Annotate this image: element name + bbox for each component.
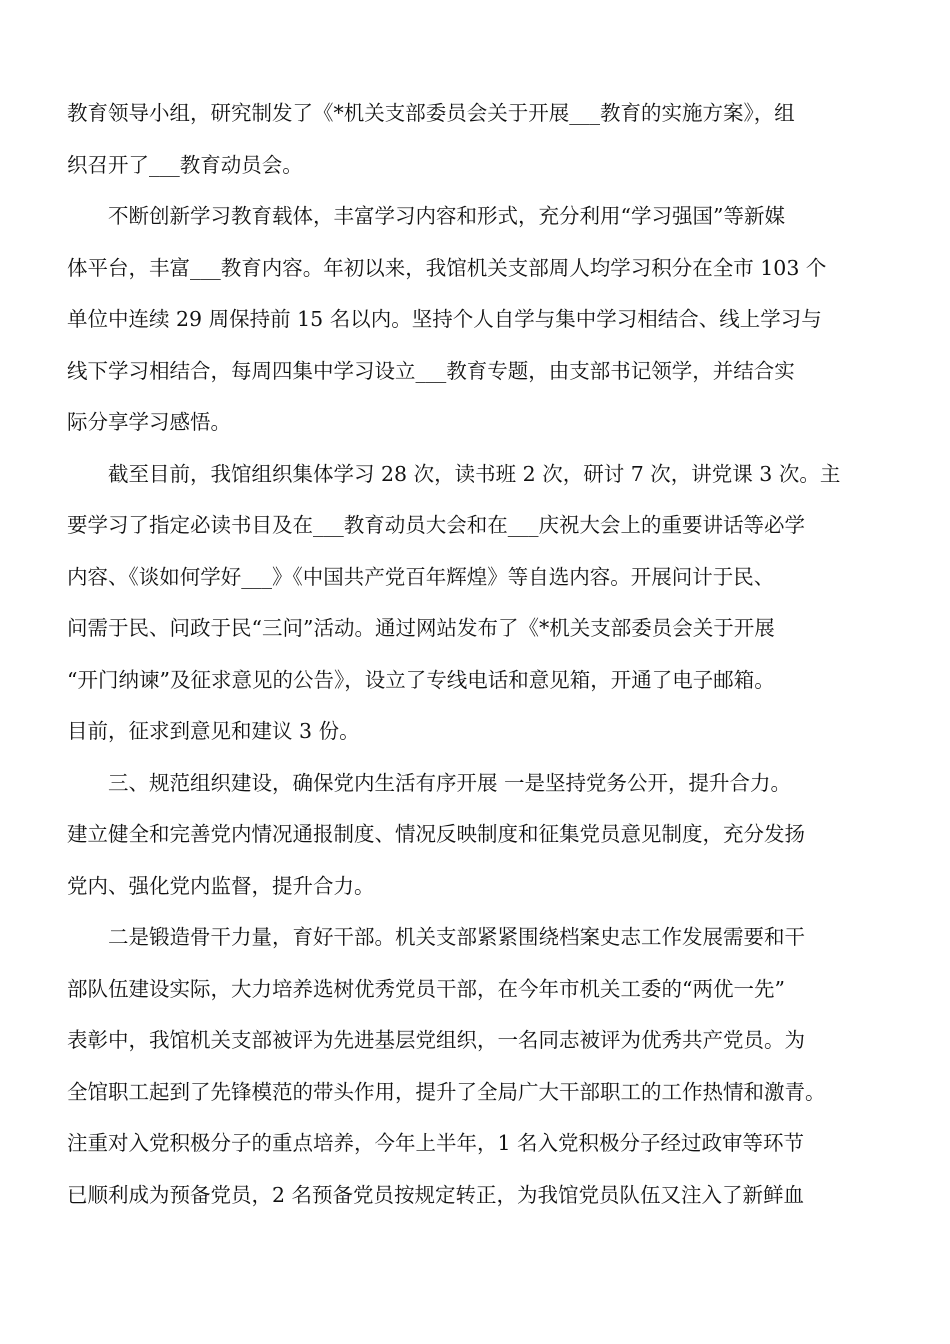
document-page xyxy=(67,88,887,1221)
text-line: 截至目前，我馆组织集体学习 28 次，读书班 2 次，研讨 7 次，讲党课 3 次。主 xyxy=(108,461,841,486)
paragraph-1 xyxy=(67,88,887,191)
text-line: 建立健全和完善党内情况通报制度、情况反映制度和征集党员意见制度，充分发扬 xyxy=(67,822,805,846)
text-line: 内容、《谈如何学好___》《中国共产党百年辉煌》等自选内容。开展问计于民、 xyxy=(67,564,775,589)
text-line: 单位中连续 29 周保持前 15 名以内。坚持个人自学与集中学习相结合、线上学习与 xyxy=(67,307,822,331)
text-line: 织召开了___教育动员会。 xyxy=(67,152,303,177)
text-line: 体平台，丰富___教育内容。年初以来，我馆机关支部周人均学习积分在全市 103 个 xyxy=(67,255,827,280)
text-line: 际分享学习感悟。 xyxy=(67,410,231,434)
text-line: 线下学习相结合，每周四集中学习设立___教育专题，由支部书记领学，并结合实 xyxy=(67,358,795,383)
text-line: 全馆职工起到了先锋模范的带头作用，提升了全局广大干部职工的工作热情和激青。 xyxy=(67,1079,826,1104)
text-line: 不断创新学习教育载体，丰富学习内容和形式，充分利用“学习强国”等新媒 xyxy=(108,204,785,228)
text-line: 三、规范组织建设，确保党内生活有序开展 一是坚持党务公开，提升合力。 xyxy=(108,770,792,795)
text-line: 注重对入党积极分子的重点培养，今年上半年，1 名入党积极分子经过政审等环节 xyxy=(67,1131,805,1155)
text-line: 已顺利成为预备党员，2 名预备党员按规定转正，为我馆党员队伍又注入了新鲜血 xyxy=(67,1182,805,1207)
text-line: “开门纳谏”及征求意见的公告》，设立了专线电话和意见箱，开通了电子邮箱。 xyxy=(67,667,775,692)
text-line: 部队伍建设实际，大力培养选树优秀党员干部，在今年市机关工委的“两优一先” xyxy=(67,976,785,1001)
paragraph-3 xyxy=(67,449,887,758)
text-line: 要学习了指定必读书目及在___教育动员大会和在___庆祝大会上的重要讲话等必学 xyxy=(67,513,805,537)
text-line: 二是锻造骨干力量，育好干部。机关支部紧紧围绕档案史志工作发展需要和干 xyxy=(108,925,805,949)
paragraph-4 xyxy=(67,758,887,913)
paragraph-2 xyxy=(67,191,887,449)
text-line: 表彰中，我馆机关支部被评为先进基层党组织，一名同志被评为优秀共产党员。为 xyxy=(67,1028,805,1052)
text-line: 目前，征求到意见和建议 3 份。 xyxy=(67,719,360,743)
text-line: 教育领导小组，研究制发了《*机关支部委员会关于开展___教育的实施方案》，组 xyxy=(67,101,795,125)
text-line: 党内、强化党内监督，提升合力。 xyxy=(67,873,375,898)
text-line: 问需于民、问政于民“三问”活动。通过网站发布了《*机关支部委员会关于开展 xyxy=(67,616,775,640)
paragraph-5 xyxy=(67,912,887,1221)
